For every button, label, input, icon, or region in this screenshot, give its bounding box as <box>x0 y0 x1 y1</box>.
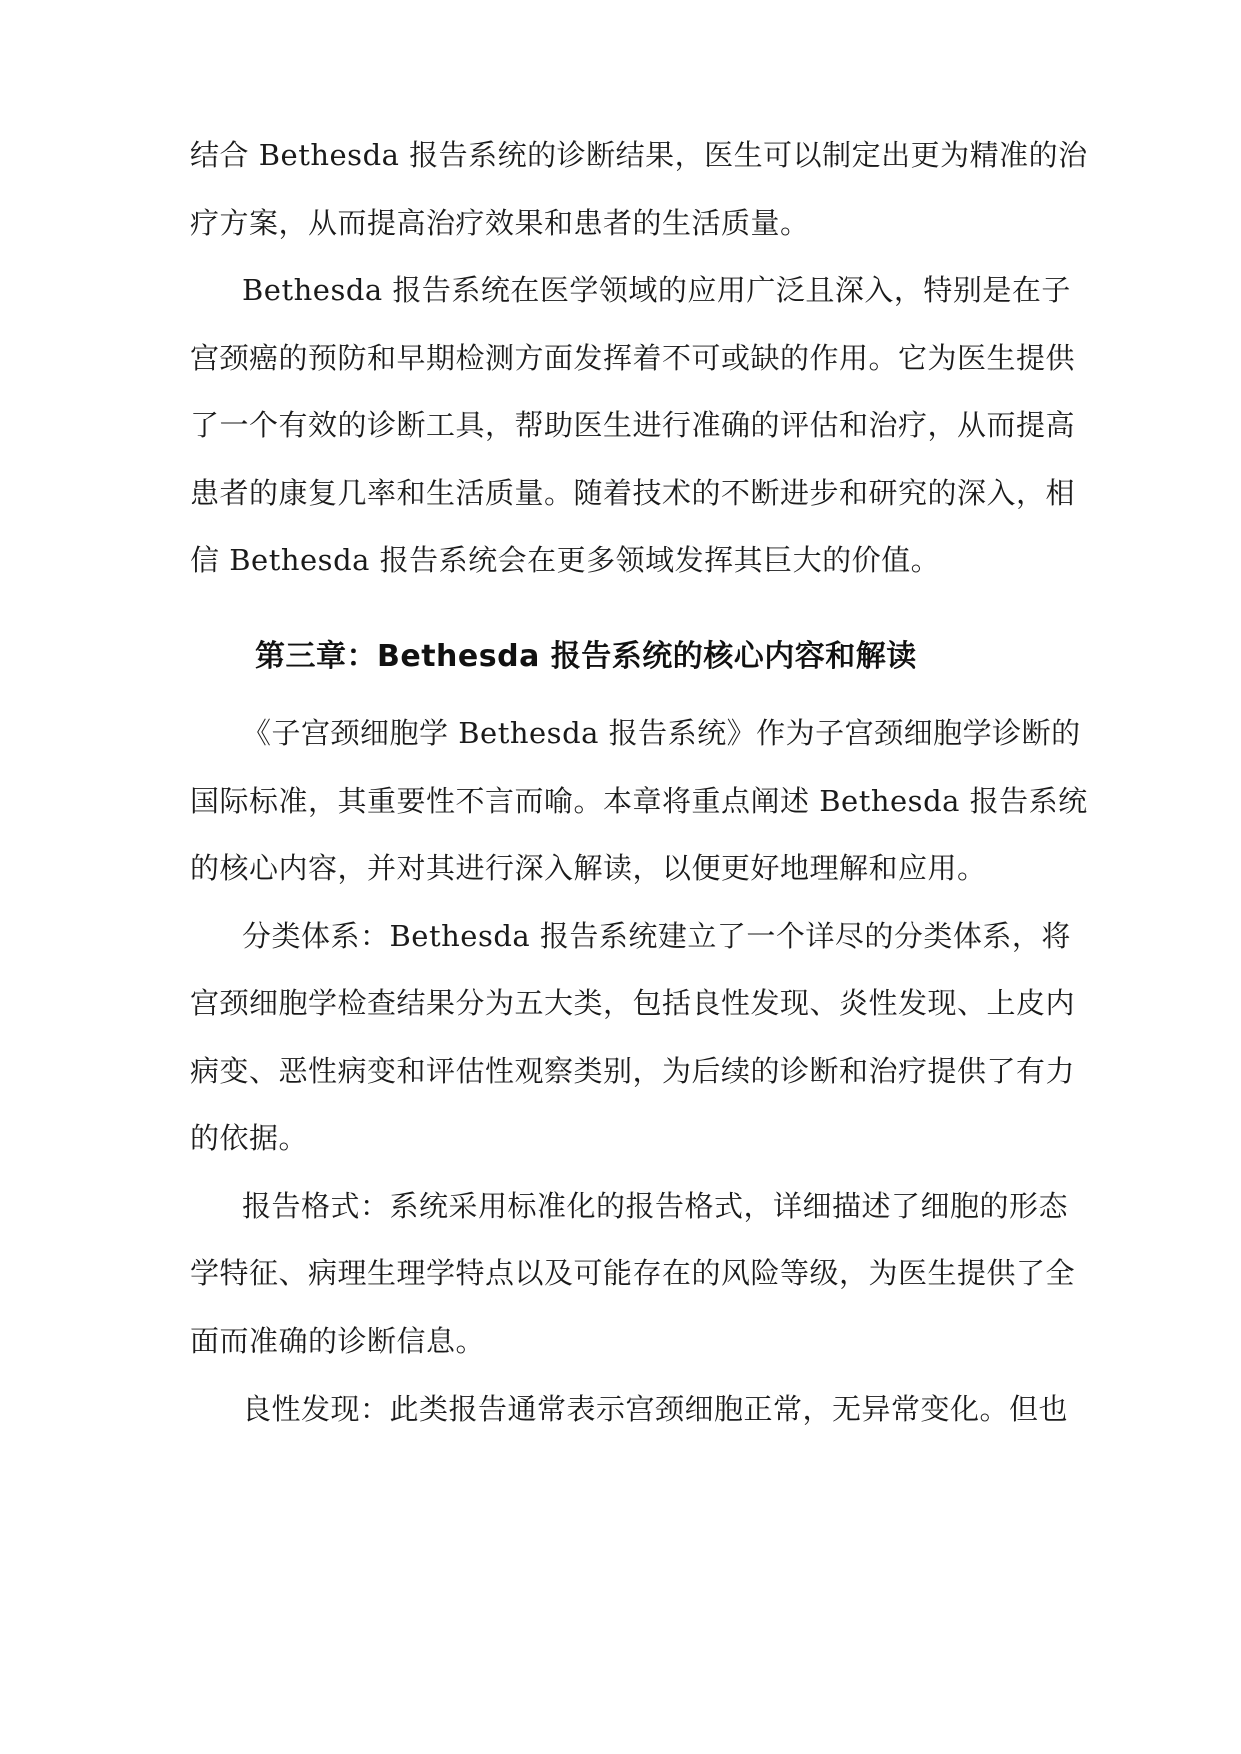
paragraph-4-line-2: 宫颈细胞学检查结果分为五大类，包括良性发现、炎性发现、上皮内 <box>190 986 1076 1020</box>
chapter-heading: 第三章：Bethesda 报告系统的核心内容和解读 <box>255 639 917 674</box>
paragraph-4-line-4: 的依据。 <box>190 1121 309 1155</box>
paragraph-5-line-3: 面而准确的诊断信息。 <box>190 1324 486 1358</box>
paragraph-6-line-1: 良性发现：此类报告通常表示宫颈细胞正常，无异常变化。但也 <box>242 1392 1069 1426</box>
paragraph-3-line-1: 《子宫颈细胞学 Bethesda 报告系统》作为子宫颈细胞学诊断的 <box>242 716 1081 750</box>
paragraph-2-line-3: 了一个有效的诊断工具，帮助医生进行准确的评估和治疗，从而提高 <box>190 408 1076 442</box>
paragraph-1-line-1: 结合 Bethesda 报告系统的诊断结果，医生可以制定出更为精准的治 <box>190 138 1088 172</box>
paragraph-4-line-1: 分类体系：Bethesda 报告系统建立了一个详尽的分类体系，将 <box>242 919 1071 953</box>
paragraph-5-line-2: 学特征、病理生理学特点以及可能存在的风险等级，为医生提供了全 <box>190 1256 1076 1290</box>
paragraph-3-line-3: 的核心内容，并对其进行深入解读，以便更好地理解和应用。 <box>190 851 987 885</box>
paragraph-2-line-4: 患者的康复几率和生活质量。随着技术的不断进步和研究的深入，相 <box>190 476 1076 510</box>
paragraph-1-line-2: 疗方案，从而提高治疗效果和患者的生活质量。 <box>190 206 810 240</box>
paragraph-5-line-1: 报告格式：系统采用标准化的报告格式，详细描述了细胞的形态 <box>242 1189 1069 1223</box>
paragraph-2-line-5: 信 Bethesda 报告系统会在更多领域发挥其巨大的价值。 <box>190 543 941 577</box>
paragraph-4-line-3: 病变、恶性病变和评估性观察类别，为后续的诊断和治疗提供了有力 <box>190 1054 1076 1088</box>
paragraph-3-line-2: 国际标准，其重要性不言而喻。本章将重点阐述 Bethesda 报告系统 <box>190 784 1088 818</box>
paragraph-2-line-2: 宫颈癌的预防和早期检测方面发挥着不可或缺的作用。它为医生提供 <box>190 341 1076 375</box>
paragraph-2-line-1: Bethesda 报告系统在医学领域的应用广泛且深入，特别是在子 <box>242 273 1071 307</box>
